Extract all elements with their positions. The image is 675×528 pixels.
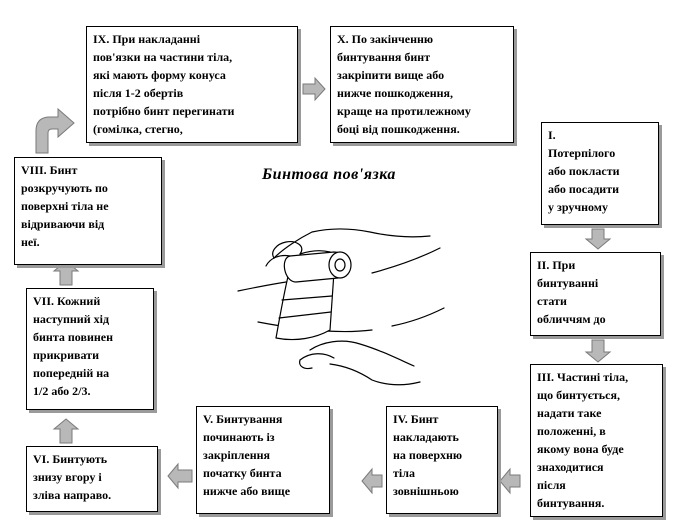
step-8-box: VIII. Бинт розкручують по поверхні тіла не відриваючи від неї. xyxy=(14,157,162,265)
arrow-2-to-3 xyxy=(586,340,610,362)
step-5-box: V. Бинтування починають із закріплення початку бинта нижче або вище xyxy=(196,406,330,514)
bandaging-illustration xyxy=(238,229,444,385)
arrow-6-to-7 xyxy=(54,419,78,443)
step-2-box: II. При бинтуванні стати обличчям до xyxy=(530,252,661,336)
step-10-box: X. По закінченню бинтування бинт закріпити вище або нижче пошкодження, краще на протилежному боці від пошкодження. xyxy=(330,26,514,143)
arrow-5-to-6 xyxy=(168,464,192,488)
step-6-box: VI. Бинтують знизу вгору і зліва направо. xyxy=(26,446,158,512)
diagram-title: Бинтова пов'язка xyxy=(262,166,396,183)
step-4-box: IV. Бинт накладають на поверхню тіла зовнішньою xyxy=(386,406,498,514)
step-1-box: I. Потерпілого або покласти або посадити у зручному xyxy=(541,122,659,225)
arrow-9-to-10 xyxy=(303,78,325,100)
step-9-box: IX. При накладанні пов'язки на частини тіла, які мають форму конуса після 1-2 обертів потрібно бинт перегинати (гомілка, стегно, xyxy=(86,26,298,143)
arrow-4-to-5 xyxy=(362,469,382,493)
arrow-3-to-4 xyxy=(500,469,520,493)
arrow-8-to-9 xyxy=(36,109,74,153)
arrow-1-to-2 xyxy=(586,229,610,249)
step-7-box: VII. Кожний наступний хід бинта повинен прикривати попередній на 1/2 або 2/3. xyxy=(26,288,154,410)
step-3-box: III. Частині тіла, що бинтується, надати таке положенні, в якому вона буде знаходитися після бинтування. xyxy=(530,364,663,517)
